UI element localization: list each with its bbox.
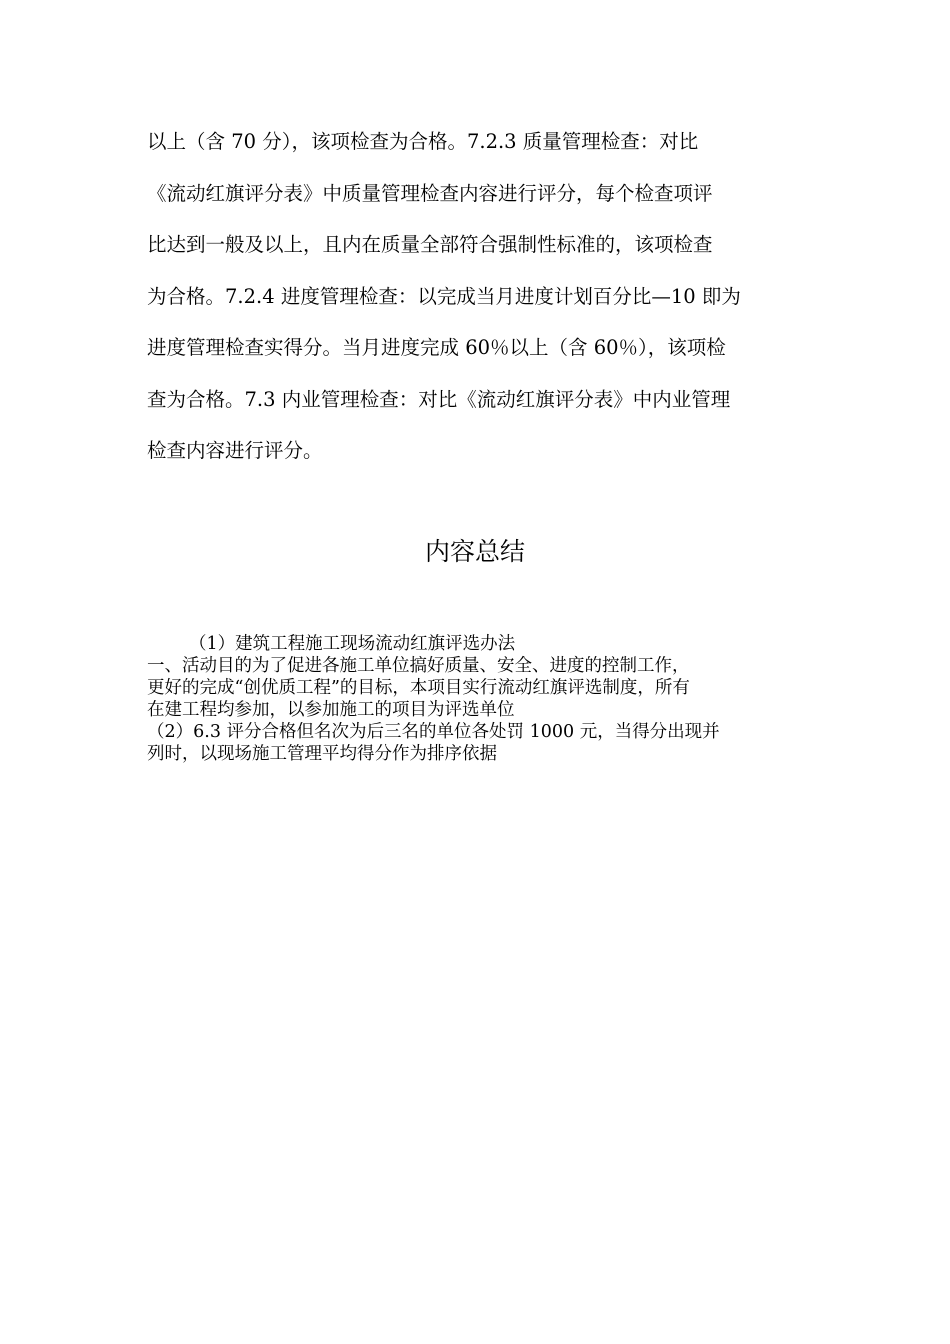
body-paragraph <box>147 116 807 477</box>
summary-title: 内容总结 <box>424 537 525 566</box>
body-line: 以上（含 70 分），该项检查为合格。7.2.3 质量管理检查：对比 <box>147 130 699 153</box>
summary-line: 在建工程均参加，以参加施工的项目为评选单位 <box>147 700 515 720</box>
body-line: 检查内容进行评分。 <box>147 439 323 462</box>
body-line: 为合格。7.2.4 进度管理检查：以完成当月进度计划百分比—10 即为 <box>147 284 741 308</box>
summary-line: 一、活动目的为了促进各施工单位搞好质量、安全、进度的控制工作， <box>147 656 690 676</box>
body-line: 《流动红旗评分表》中质量管理检查内容进行评分，每个检查项评 <box>147 181 713 205</box>
summary-line: （2）6.3 评分合格但名次为后三名的单位各处罚 1000 元，当得分出现并 <box>147 722 720 742</box>
body-line: 比达到一般及以上，且内在质量全部符合强制性标准的，该项检查 <box>147 233 713 256</box>
body-line: 进度管理检查实得分。当月进度完成 60％以上（含 60％），该项检 <box>147 336 726 359</box>
summary-line: （1）建筑工程施工现场流动红旗评选办法 <box>189 634 516 654</box>
summary-body <box>147 633 807 765</box>
summary-line: 列时，以现场施工管理平均得分作为排序依据 <box>147 744 497 764</box>
summary-line: 更好的完成“创优质工程”的目标，本项目实行流动红旗评选制度，所有 <box>147 678 690 698</box>
body-line: 查为合格。7.3 内业管理检查：对比《流动红旗评分表》中内业管理 <box>147 387 731 411</box>
